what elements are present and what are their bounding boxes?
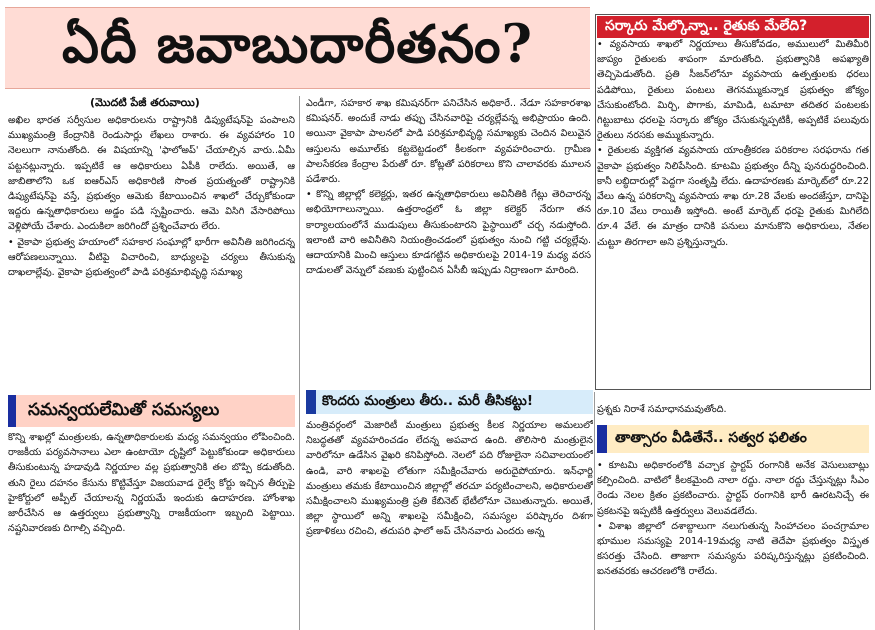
subhead-accent xyxy=(306,390,316,414)
continuation-byline: (మొదటి పేజీ తరువాయి) xyxy=(90,96,200,109)
subheading-delay: తాత్సారం వీడితేనే.. సత్వర ఫలితం xyxy=(615,430,807,446)
subheading-farmers: సర్కారు మేల్కొన్నా.. రైతుకు మేలేది? xyxy=(605,18,808,34)
paragraph: • కూటమి అధికారంలోకి వచ్చాక స్టార్టప్ రంగానికి అనేక వెసులుబాట్లు కల్పించింది. వాటిలో కీలకమైంది నాలా రద్దు. నాలా రద్దు చేస్తున్నట్లు సీఎం రెండు నెలల క్రితం ప్రకటించారు. స్టార్టప్ రంగానికి భారీ ఊరటనిచ్చే ఈ ప్రకటనపై ఇప్పటికీ ఉత్తర్వులు వెలువడలేదు. xyxy=(597,460,869,517)
article-column-3 xyxy=(306,418,593,628)
paragraph: • వైకాపా ప్రభుత్వ హయాంలో సహకార సంఘాల్లో భారీగా అవినీతి జరిగిందన్న ఆరోపణలున్నాయి. వీటిపై విచారించి, బాధ్యులపై చర్యలు తీసుకున్న దాఖలాల్లేవు. వైకాపా ప్రభుత్వంలో పాడి పరిశ్రమాభివృద్ధి సమాఖ్య xyxy=(8,236,295,279)
article-column-1b xyxy=(8,430,295,628)
paragraph: ఎండీగా, సహకార శాఖ కమిషనర్‌గా పనిచేసిన అధికారే.. నేడూ సహకారశాఖ కమిషనర్. అందుకే నాడు తప్పు చేసినవారిపై చర్యల్లేవన్న అభిప్రాయం ఉంది. అయినా వైకాపా పాలనలో పాడి పరిశ్రమాభివృద్ధి సమాఖ్యకు చెందిన విలువైన ఆస్తులను అమూల్‌కు కట్టబెట్టడంలో కీలకంగా వ్యవహరించారు. గ్రామీణ పాలసేకరణ కేంద్రాల పేరుతో రూ. కోట్లతో పరికరాలు కొని చాలావరకు మూలన పడేశారు. xyxy=(306,98,591,186)
subheading-coordination: సమన్వయలేమితో సమస్యలు xyxy=(28,400,220,420)
paragraph: • విశాఖ జిల్లాలో దశాబ్దాలుగా నలుగుతున్న సింహాచలం పంచగ్రామాల భూముల సమస్యపై 2014-19మధ్య నాటి తెదేపా ప్రభుత్వం విస్తృత కసరత్తు చేసింది. తాజాగా సమస్యను పరిష్కరిస్తున్నట్లు ప్రకటించింది. ఐనతవరకు ఆచరణలోకి రాలేదు. xyxy=(597,520,869,578)
paragraph: • రైతులకు వ్యక్తిగత వ్యవసాయ యాంత్రీకరణ పరికరాల సరఫరాను గత వైకాపా ప్రభుత్వం నిలిపేసింది. కూటమి ప్రభుత్వం దీన్ని పునరుద్ధరించింది. కానీ లబ్ధిదారుల్లో పెద్దగా సంతృప్తి లేదు. ఉదాహరణకు మార్కెట్‌లో రూ.22 వేలు ఉన్న పరికరాన్ని వ్యవసాయ శాఖ రూ.28 వేలకు అందజేస్తూ, దానిపై రూ.10 వేలు రాయితీ ఇస్తోంది. అంటే మార్కెట్ ధరపై రైతుకు మిగిలేది రూ.4 వేలే. ఈ మాత్రం దానికి పనులు మానుకొని అధికారులు, నేతల చుట్టూ తిరగాలా అని ప్రశ్నిస్తున్నారు. xyxy=(597,145,869,248)
paragraph: • కొన్ని జిల్లాల్లో కలెక్టర్లు, ఇతర ఉన్నతాధికారులు అవినీతికి గేట్లు తెరిచారన్న అభియోగాలున్నాయి. ఉత్తరాంధ్రలో ఓ జిల్లా కలెక్టర్ నేరుగా తన కార్యాలయంలోనే ముడుపులు తీసుకుంటారని పైస్థాయిలో చర్చ నడుస్తోంది. ఇలాంటి వారి అవినీతిని నియంత్రించడంలో ప్రభుత్వం నుంచి గట్టి చర్యల్లేవు. ఆదాయానికి మించి ఆస్తులు కూడగట్టిన అధికారులపై 2014-19 మధ్య వరస దాడులతో వెన్నులో వణుకు పుట్టించిన ఏసీబీ ఇప్పుడు నిద్రాణంగా మారింది. xyxy=(306,189,591,277)
article-column-2 xyxy=(306,96,591,386)
paragraph: మంత్రివర్గంలో మెజారిటీ మంత్రులు ప్రభుత్వ కీలక నిర్ణయాల అమలులో నిబద్ధతతో వ్యవహరించడం లేదన్న అపవాద ఉంది. తొలిసారి మంత్రులైన వారిలోనూ ఉడేసిన వైఖరి కనిపిస్తోంది. నెలలో పది రోజులైనా సచివాలయంలో ఉండి, వారి శాఖలపై లోతుగా సమీక్షించేవారు అరుదైపోయారు. ఇన్‌ఛార్జి మంత్రులు తమకు కేటాయించిన జిల్లాల్లో తరచూ పర్యటించాలని, అధికారులతో సమీక్షించాలని ముఖ్యమంత్రి ప్రతి కేబినెట్ భేటీలోనూ చెబుతున్నారు. అయితే, జిల్లా స్థాయిలో అన్ని శాఖలపై సమీక్షించి, సమస్యల పరిష్కారం దిశగా ప్రణాళికలు రచించి, తదుపరి ఫాలో అప్ చేసినవారు ఎందరు అన్న xyxy=(306,420,593,538)
column-divider xyxy=(594,392,595,630)
article-column-5 xyxy=(597,458,869,628)
paragraph: ప్రశ్నకు నిరాశే సమాధానమవుతోంది. xyxy=(597,404,727,415)
paragraph: అఖిల భారత సర్వీసుల అధికారులను రాష్ట్రానికి డిప్యుటేషన్‌పై పంపాలని ముఖ్యమంత్రి కేంద్రానికి రెండుసార్లు లేఖలు రాశారు. ఈ వ్యవహారం 10 నెలలుగా నానుతోంది. ఈ విషయాన్ని 'ఫాలోఅప్' చేయాల్సిన వారు..ఏమీ పట్టనట్లున్నారు. ఇప్పటికే ఆ అధికారులు ఏపీకి రాలేదు. అయితే, ఆ జాబితాలోని ఒక ఐఆర్ఎస్ అధికారిణి సొంత ప్రయత్నంతో రాష్ట్రానికి డిప్యుటేషన్‌పై వస్తే, ప్రభుత్వం ఆమెకు కేటాయించిన శాఖలో చేర్చుకోకుండా ఇద్దరు ఉన్నతాధికారులు అడ్డం పడి స్పష్టించారు. ఆమె విసిగి వేసారిపోయి వెళ్లిపోయే చేశారు. ఎందుకిలా జరిగిందో ప్రశ్నించేవారు లేరు. xyxy=(8,115,295,233)
paragraph: • వ్యవసాయ శాఖలో నిర్ణయాలు తీసుకోవడం, అములులో మితిమీరి జాప్యం రైతులకు శాపంగా మారుతోంది. ప్రభుత్వానికి అపఖ్యాతి తెచ్చిపెడుతోంది. ప్రతి సీజన్‌లోనూ వ్యవసాయ ఉత్పత్తులకు ధరలు పడిపోయి, రైతులు పంటలు తెగనమ్ముకున్నాక ప్రభుత్వం జోక్యం చేసుకుంటోంది. మిర్చి, పొగాకు, మామిడి, టమాటా తదితర పంటలకు గిట్టుబాటు ధరలపై సర్కారు జోక్యం చేసుకున్నప్పటికీ, అప్పటికే పలువురు రైతులు నరసకు అమ్ముకున్నారు. xyxy=(597,39,869,142)
continuation-line xyxy=(597,402,869,416)
column-divider xyxy=(299,96,300,630)
subhead-accent xyxy=(597,425,607,453)
page-title: ఏదీ జవాబుదారీతనం? xyxy=(62,14,533,75)
sidebar-column xyxy=(597,37,869,387)
subhead-accent xyxy=(8,395,16,427)
subheading-ministers: కొందరు మంత్రులు తీరు.. మరీ తీసికట్టు! xyxy=(322,393,534,409)
paragraph: కొన్ని శాఖల్లో మంత్రులకు, ఉన్నతాధికారులకు మధ్య సమన్వయం లోపించింది. రాజకీయ పర్యవసానాలు ఎలా ఉంటాయో దృష్టిలో పెట్టుకోకుండా అధికారులు తీసుకుంటున్న హడావుడి నిర్ణయాల వల్ల ప్రభుత్వానికి తల బొప్పి కడుతోంది. తుని రైలు దహనం కేసును కొట్టివేస్తూ విజయవాడ రైల్వే కోర్టు ఇచ్చిన తీర్పుపై హైకోర్టులో అప్పీల్ చేయాలన్న నిర్ణయమే ఇందుకు ఉదాహరణ. హోంశాఖ జారీచేసిన ఆ ఉత్తర్వులు ప్రభుత్వాన్ని రాజకీయంగా ఇబ్బంది పెట్టాయి. నష్టనివారణకు దిగాల్సి వచ్చింది. xyxy=(8,432,295,535)
article-column-1 xyxy=(8,113,295,380)
